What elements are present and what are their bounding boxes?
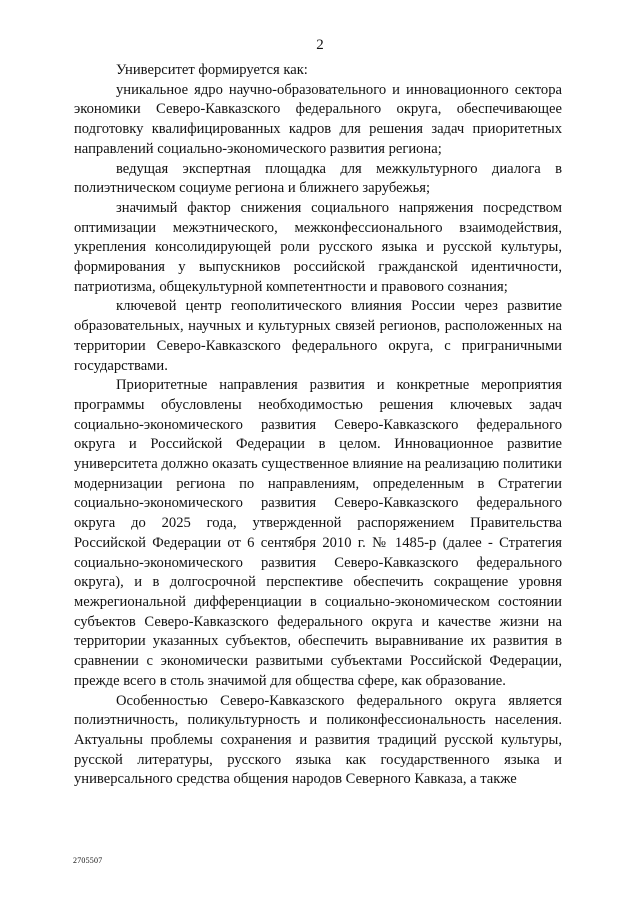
paragraph-social-factor: значимый фактор снижения социального напряжения посредством оптимизации межэтнического, межконфессионального взаимодействия, укрепления консолидирующей роли русского языка и русской культуры, формирования у выпускников российской гражданской идентичности, патриотизма, общекультурной компетентности и правового сознания; [74, 199, 562, 295]
paragraph-intro: Университет формируется как: [116, 62, 308, 78]
paragraph-priorities: Приоритетные направления развития и конкретные мероприятия программы обусловлены необходимостью решения ключевых задач социально-экономического развития Северо-Кавказского федерального округа и Российской Федерации в целом. Инновационное развитие университета должно оказать существенное влияние на реализацию политики модернизации региона по направлениям, определенным в Стратегии социально-экономического развития Северо-Кавказского федерального округа до 2025 года, утвержденной распоряжением Правительства Российской Федерации от 6 сентября 2010 г. № 1485-р (далее - Стратегия социально-экономического развития Северо-Кавказского федерального округа), и в долгосрочной перспективе обеспечить сокращение уровня межрегиональной дифференциации в социально-экономическом состоянии субъектов Северо-Кавказского федерального округа и качестве жизни на территории указанных субъектов, обеспечить выравнивание их развития в сравнении с экономически развитыми субъектами Российской Федерации, прежде всего в столь значимой для общества сфере, как образование. [74, 377, 562, 689]
paragraph-geopolitical-center: ключевой центр геополитического влияния России через развитие образовательных, научных и культурных связей регионов, расположенных на территории Северо-Кавказского федерального округа, с приграничными государствами. [74, 298, 562, 374]
paragraph-core: уникальное ядро научно-образовательного и инновационного сектора экономики Северо-Кавказского федерального округа, обеспечивающее подготовку квалифицированных кадров для решения задач приоритетных направлений социально-экономического развития региона; [74, 81, 562, 157]
page-number: 2 [316, 37, 324, 53]
paragraph-expert-platform: ведущая экспертная площадка для межкультурного диалога в полиэтническом социуме региона и ближнего зарубежья; [74, 160, 562, 197]
paragraph-district-features: Особенностью Северо-Кавказского федерального округа является полиэтничность, поликультурность и поликонфессиональность населения. Актуальны проблемы сохранения и развития традиций русской культуры, русской литературы, русского языка как государственного языка и универсального средства общения народов Северного Кавказа, а также [74, 692, 562, 788]
document-body [74, 61, 562, 790]
document-code: 2705507 [73, 856, 103, 865]
